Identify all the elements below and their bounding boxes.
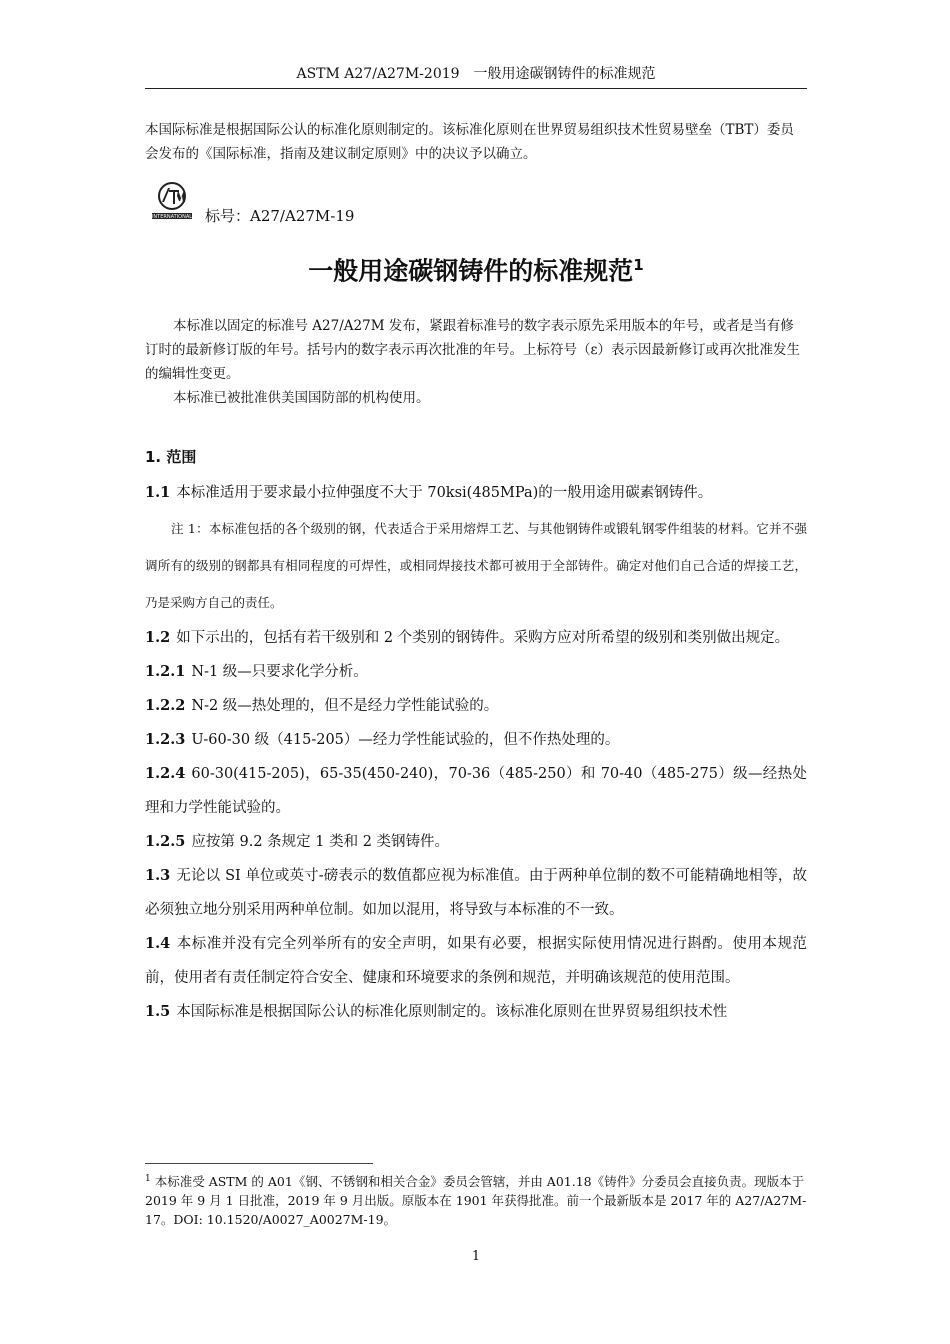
- title-text: 一般用途碳钢铸件的标准规范: [308, 256, 634, 286]
- clause-paragraph: [145, 621, 807, 655]
- clause-list: [145, 476, 807, 1029]
- footnote-mark: 1: [145, 1174, 151, 1184]
- clause-paragraph: [145, 757, 807, 825]
- clause-text: 本标准适用于要求最小拉伸强度不大于 70ksi(485MPa)的一般用途用碳素钢铸件。: [176, 485, 713, 501]
- clause-paragraph: [145, 995, 807, 1029]
- clause-number: 1.3: [145, 867, 171, 884]
- intro-paragraph: 本国际标准是根据国际公认的标准化原则制定的。该标准化原则在世界贸易组织技术性贸易壁垒（TBT）委员会发布的《国际标准，指南及建议制定原则》中的决议予以确立。: [145, 122, 794, 162]
- footnote-text: 本标准受 ASTM 的 A01《钢、不锈钢和相关合金》委员会管辖，并由 A01.18《铸件》分委员会直接负责。现版本于 2019 年 9 月 1 日批准，2019 年 9 月出版。原版本在 1901 年获得批准。前一个最新版本是 2017 年的 A27/A27M-17。DOI: 10.1520/A0027_A0027M-19。: [145, 1174, 807, 1228]
- clause-number: 1.1: [145, 484, 171, 501]
- clause-text: 应按第 9.2 条规定 1 类和 2 类钢铸件。: [191, 834, 450, 850]
- footnote: [145, 1170, 807, 1229]
- clause-text: 如下示出的，包括有若干级别和 2 个类别的钢铸件。采购方应对所希望的级别和类别做出规定。: [176, 630, 790, 646]
- clause-number: 1.2.5: [145, 833, 186, 850]
- notice-paragraph-2: 本标准已被批准供美国国防部的机构使用。: [173, 390, 430, 406]
- clause-paragraph: [145, 825, 807, 859]
- clause-paragraph: [145, 927, 807, 995]
- notice-paragraph-1: 本标准以固定的标准号 A27/A27M 发布，紧跟着标准号的数字表示原先采用版本的年号，或者是当有修订时的最新修订版的年号。括号内的数字表示再次批准的年号。上标符号（ε）表示因最新修订或再次批准发生的编辑性变更。: [145, 318, 800, 382]
- clause-number: 1.2.1: [145, 663, 186, 680]
- clause-number: 1.2.3: [145, 731, 186, 748]
- footnote-divider: [145, 1163, 373, 1164]
- standard-notice: [145, 314, 807, 410]
- page-number: 1: [471, 1249, 481, 1264]
- clause-paragraph: [145, 689, 807, 723]
- clause-text: 本标准并没有完全列举所有的安全声明，如果有必要，根据实际使用情况进行斟酌。使用本规范前，使用者有责任制定符合安全、健康和环境要求的条例和规范，并明确该规范的使用范围。: [145, 936, 807, 986]
- running-header: ASTM A27/A27M-2019 一般用途碳钢铸件的标准规范: [145, 64, 807, 89]
- designation: 标号：A27/A27M-19: [205, 207, 355, 225]
- clause-text: N-2 级—热处理的，但不是经力学性能试验的。: [191, 698, 499, 714]
- clause-paragraph: [145, 859, 807, 927]
- clause-text: N-1 级—只要求化学分析。: [191, 664, 368, 680]
- clause-text: U-60-30 级（415-205）—经力学性能试验的，但不作热处理的。: [191, 732, 620, 748]
- clause-number: 1.2.4: [145, 765, 186, 782]
- title-footnote-mark[interactable]: 1: [633, 256, 644, 274]
- clause-number: 1.2: [145, 629, 171, 646]
- clause-number: 1.2.2: [145, 697, 186, 714]
- clause-paragraph: [145, 476, 807, 510]
- clause-text: 注 1：本标准包括的各个级别的钢，代表适合于采用熔焊工艺、与其他钢铸件或锻轧钢零件组装的材料。它并不强调所有的级别的钢都具有相同程度的可焊性，或相同焊接技术都可被用于全部铸件。确定对他们自己合适的焊接工艺，乃是采购方自己的责任。: [145, 521, 807, 610]
- note-paragraph: [145, 510, 807, 621]
- logo-text: INTERNATIONAL: [151, 214, 193, 220]
- clause-number: 1.4: [145, 935, 171, 952]
- document-title: [145, 248, 807, 288]
- astm-logo-icon: [150, 180, 194, 222]
- section-heading-scope: 1. 范围: [145, 448, 197, 466]
- clause-text: 本国际标准是根据国际公认的标准化原则制定的。该标准化原则在世界贸易组织技术性: [176, 1004, 728, 1020]
- clause-text: 无论以 SI 单位或英寸-磅表示的数值都应视为标准值。由于两种单位制的数不可能精确地相等，故必须独立地分别采用两种单位制。如加以混用，将导致与本标准的不一致。: [145, 868, 807, 918]
- clause-text: 60-30(415-205)，65-35(450-240)，70-36（485-250）和 70-40（485-275）级—经热处理和力学性能试验的。: [145, 766, 807, 816]
- clause-number: 1.5: [145, 1003, 171, 1020]
- clause-paragraph: [145, 655, 807, 689]
- clause-paragraph: [145, 723, 807, 757]
